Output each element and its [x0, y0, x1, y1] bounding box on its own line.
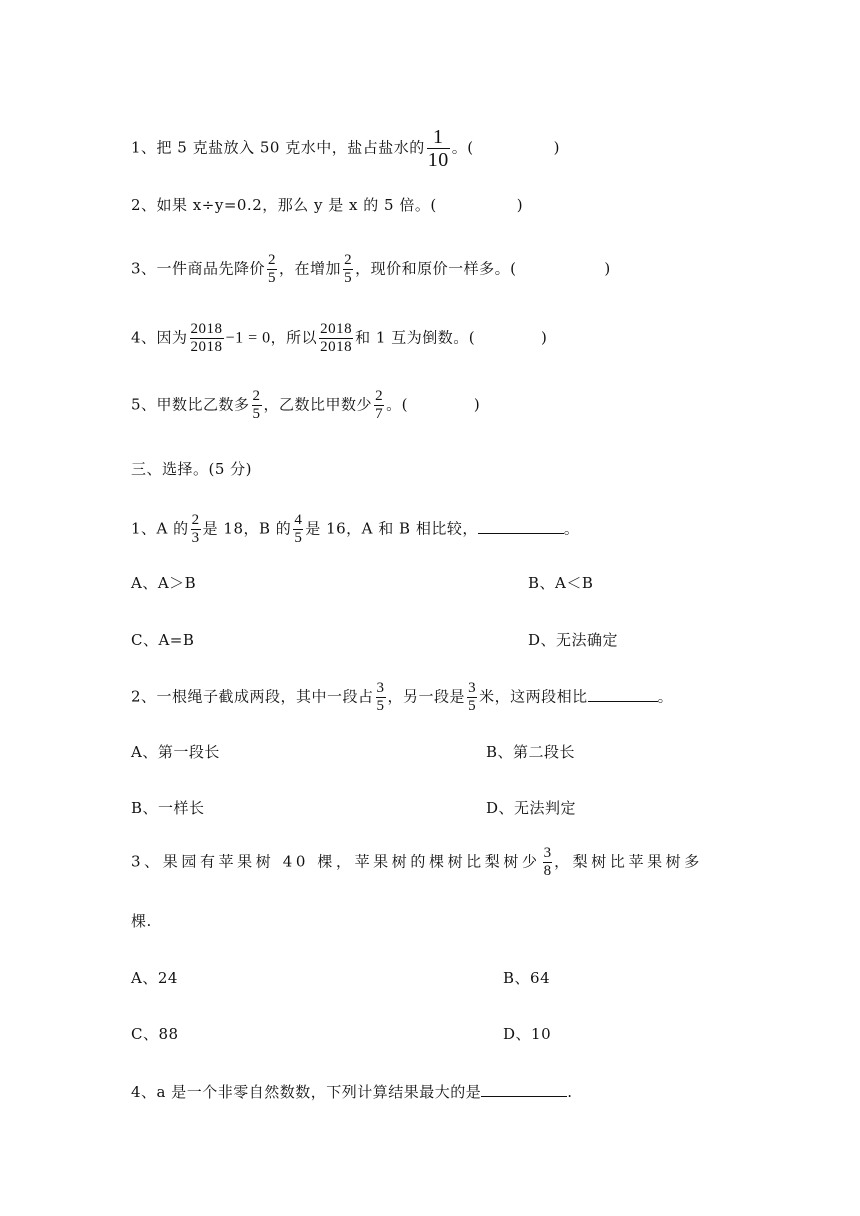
section-title: 三、选择。(5 分)	[131, 460, 253, 478]
judge-q4-text: 4、因为	[131, 328, 188, 347]
choice-q2	[131, 680, 673, 715]
judge-q5-text: 5、甲数比乙数多	[131, 395, 250, 414]
judge-q5-post: 。(	[386, 395, 408, 414]
judge-q2-text: 2、如果 x÷y=0.2，那么 y 是 x 的 5 倍。(	[131, 196, 437, 214]
open-paren: 。(	[451, 138, 474, 157]
close-paren: )	[604, 259, 611, 278]
fraction	[376, 680, 386, 715]
choice-q2-mid2: 米，这两段相比	[479, 687, 588, 706]
judge-q3-post: ，现价和原价一样多。(	[355, 259, 517, 278]
judge-q1-text: 1、把 5 克盐放入 50 克水中，盐占盐水的	[131, 138, 425, 157]
fraction-numerator: 2	[375, 388, 384, 404]
choice-q3-option-d[interactable]: D、10	[503, 1025, 552, 1043]
choice-q3-continued: 棵.	[131, 912, 152, 930]
choice-q2-post: 。	[657, 687, 674, 706]
judge-q5	[131, 388, 480, 423]
fraction-numerator: 2018	[320, 321, 353, 337]
judge-q5-mid: ，乙数比甲数少	[263, 395, 373, 414]
choice-q1-text: 1、A 的	[131, 519, 189, 538]
fraction-denominator: 10	[427, 149, 449, 171]
choice-q4-text: 4、a 是一个非零自然数数，下列计算结果最大的是	[131, 1083, 482, 1101]
fraction-numerator: 2	[268, 252, 277, 268]
fraction-numerator: 4	[294, 512, 303, 528]
judge-q3-text: 3、一件商品先降价	[131, 259, 266, 278]
choice-q4-post: .	[567, 1083, 573, 1101]
choice-q1-option-b[interactable]: B、A＜B	[528, 574, 594, 592]
fraction	[293, 512, 303, 547]
fraction-numerator: 3	[468, 680, 477, 696]
close-paren: )	[541, 328, 548, 347]
fraction	[374, 388, 384, 423]
choice-q1-option-a[interactable]: A、A＞B	[131, 574, 197, 592]
fraction	[543, 845, 553, 880]
fraction-denominator: 3	[191, 530, 200, 546]
fraction	[319, 321, 353, 356]
choice-q3-text: 3、果园有苹果树 40 棵，苹果树的棵树比梨树少	[131, 852, 541, 871]
fraction-numerator: 3	[376, 680, 385, 696]
answer-blank[interactable]	[478, 519, 564, 534]
choice-q1-option-c[interactable]: C、A=B	[131, 631, 195, 649]
answer-blank[interactable]	[481, 1082, 567, 1097]
choice-q2-option-d[interactable]: D、无法判定	[486, 799, 577, 817]
fraction	[467, 680, 477, 715]
judge-q4-mid: ，所以	[270, 328, 318, 347]
choice-q1-mid2: 是 16，A 和 B 相比较，	[305, 519, 478, 538]
choice-q2-option-a[interactable]: A、第一段长	[131, 743, 220, 761]
close-paren: )	[473, 395, 481, 414]
close-paren: )	[516, 196, 524, 214]
judge-q4	[131, 321, 547, 356]
fraction-numerator: 2018	[190, 321, 223, 337]
fraction-denominator: 5	[294, 530, 303, 546]
fraction	[191, 512, 201, 547]
fraction-denominator: 2018	[190, 339, 223, 355]
fraction-denominator: 5	[376, 698, 385, 714]
fraction-numerator: 2	[191, 512, 200, 528]
fraction	[252, 388, 262, 423]
fraction	[190, 321, 224, 356]
fraction-numerator: 2	[252, 388, 261, 404]
fraction-denominator: 5	[268, 270, 277, 286]
fraction	[427, 126, 450, 171]
fraction-numerator: 3	[543, 845, 552, 861]
fraction-denominator: 5	[468, 698, 477, 714]
judge-q3	[131, 252, 611, 287]
fraction-numerator: 1	[433, 126, 444, 148]
judge-q4-post: 和 1 互为倒数。(	[355, 328, 476, 347]
judge-q3-mid: ，在增加	[279, 259, 342, 278]
fraction-numerator: 2	[344, 252, 353, 268]
choice-q2-mid: ，另一段是	[387, 687, 466, 706]
judge-q1	[131, 126, 560, 171]
math-expression: −1 = 0	[225, 329, 271, 347]
fraction-denominator: 5	[344, 270, 353, 286]
fraction-denominator: 5	[252, 406, 261, 422]
choice-q1-option-d[interactable]: D、无法确定	[528, 631, 619, 649]
choice-q2-option-c[interactable]: B、一样长	[131, 799, 205, 817]
fraction-denominator: 2018	[320, 339, 353, 355]
choice-q1-post: 。	[563, 519, 580, 538]
choice-q4	[131, 1082, 573, 1102]
fraction	[267, 252, 277, 287]
choice-q3	[131, 845, 703, 880]
answer-blank[interactable]	[588, 687, 658, 702]
choice-q2-option-b[interactable]: B、第二段长	[486, 743, 576, 761]
choice-q3-option-a[interactable]: A、24	[131, 969, 178, 987]
fraction	[343, 252, 353, 287]
choice-q3-post: ，梨树比苹果树多	[554, 852, 703, 871]
choice-q3-option-c[interactable]: C、88	[131, 1025, 179, 1043]
fraction-denominator: 8	[543, 863, 552, 879]
choice-q2-text: 2、一根绳子截成两段，其中一段占	[131, 687, 374, 706]
choice-q1	[131, 512, 579, 547]
fraction-denominator: 7	[375, 406, 384, 422]
judge-q2	[131, 195, 523, 215]
close-paren: )	[553, 138, 560, 157]
choice-q3-option-b[interactable]: B、64	[503, 969, 551, 987]
choice-q1-mid: 是 18，B 的	[202, 519, 292, 538]
